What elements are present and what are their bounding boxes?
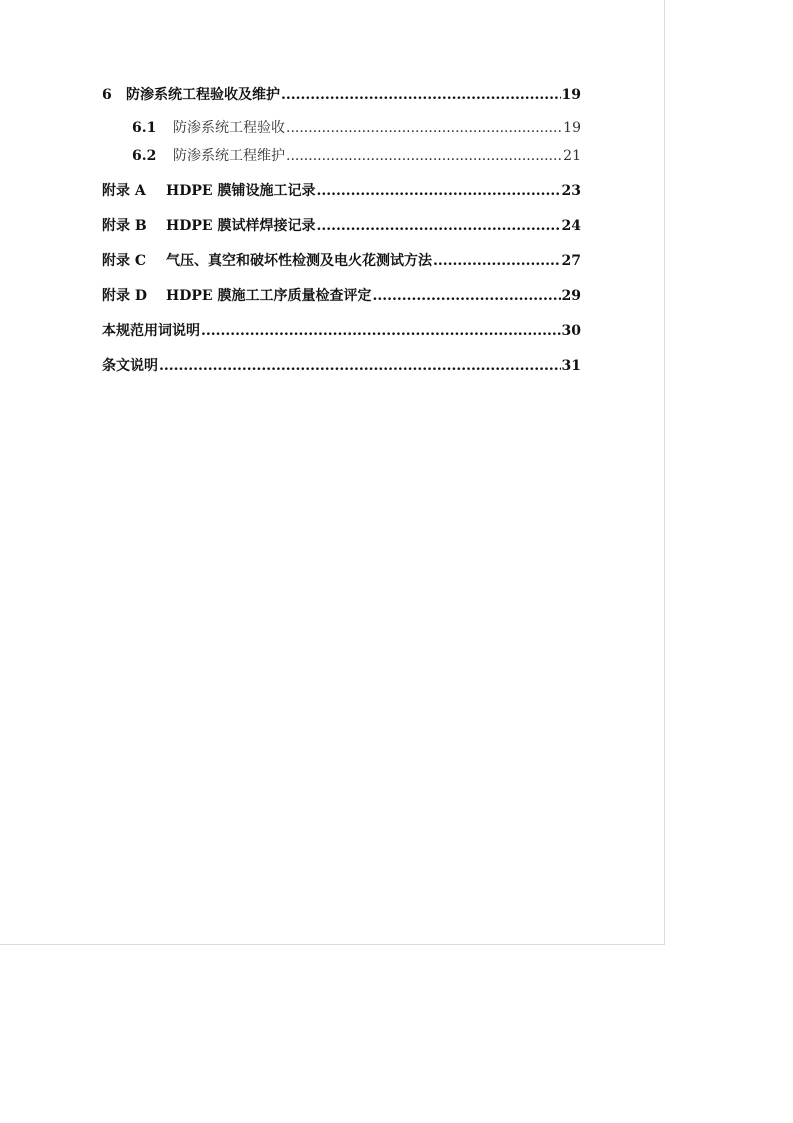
toc-entry-chapter-6[interactable] (102, 86, 581, 104)
toc-entry-number: 6 (102, 87, 112, 103)
toc-dot-leader (316, 182, 560, 200)
toc-entry-number: 附录 B (102, 218, 147, 234)
toc-dot-leader (286, 119, 562, 137)
toc-entry-number: 附录 C (102, 253, 147, 269)
toc-entry-title: 防渗系统工程验收及维护 (126, 87, 280, 103)
toc-entry-number: 附录 D (102, 288, 148, 304)
toc-entry-page: 27 (561, 253, 581, 269)
toc-entry-page: 31 (561, 358, 581, 374)
toc-entry-appendix-b[interactable] (102, 217, 581, 235)
toc-entry-section-6-1[interactable] (102, 119, 581, 137)
toc-entry-explanation[interactable] (102, 357, 581, 375)
toc-entry-page: 29 (561, 288, 581, 304)
toc-entry-title: HDPE 膜施工工序质量检查评定 (166, 288, 372, 304)
toc-entry-page: 23 (561, 183, 581, 199)
toc-entry-page: 19 (561, 87, 581, 103)
toc-dot-leader (286, 147, 562, 165)
toc-entry-number: 6.1 (132, 120, 157, 136)
toc-dot-leader (201, 322, 561, 340)
toc-entry-section-6-2[interactable] (102, 147, 581, 165)
toc-dot-leader (372, 287, 560, 305)
toc-entry-page: 19 (563, 120, 581, 136)
toc-dot-leader (316, 217, 560, 235)
toc-entry-title: 条文说明 (102, 358, 158, 374)
toc-entry-page: 30 (561, 323, 581, 339)
toc-entry-page: 21 (563, 148, 581, 164)
toc-entry-appendix-d[interactable] (102, 287, 581, 305)
toc-dot-leader (159, 357, 561, 375)
toc-dot-leader (433, 252, 561, 270)
toc-entry-title: 防渗系统工程维护 (173, 148, 285, 164)
toc-entry-page: 24 (561, 218, 581, 234)
toc-entry-terminology[interactable] (102, 322, 581, 340)
toc-entry-number: 附录 A (102, 183, 146, 199)
toc-entry-title: 本规范用词说明 (102, 323, 200, 339)
toc-entry-appendix-c[interactable] (102, 252, 581, 270)
toc-entry-title: HDPE 膜铺设施工记录 (166, 183, 316, 199)
toc-entry-number: 6.2 (132, 148, 157, 164)
toc-entry-title: HDPE 膜试样焊接记录 (166, 218, 316, 234)
toc-entry-title: 防渗系统工程验收 (173, 120, 285, 136)
toc-entry-title: 气压、真空和破坏性检测及电火花测试方法 (166, 253, 432, 269)
toc-entry-appendix-a[interactable] (102, 182, 581, 200)
toc-dot-leader (281, 86, 561, 104)
table-of-contents (102, 86, 581, 375)
